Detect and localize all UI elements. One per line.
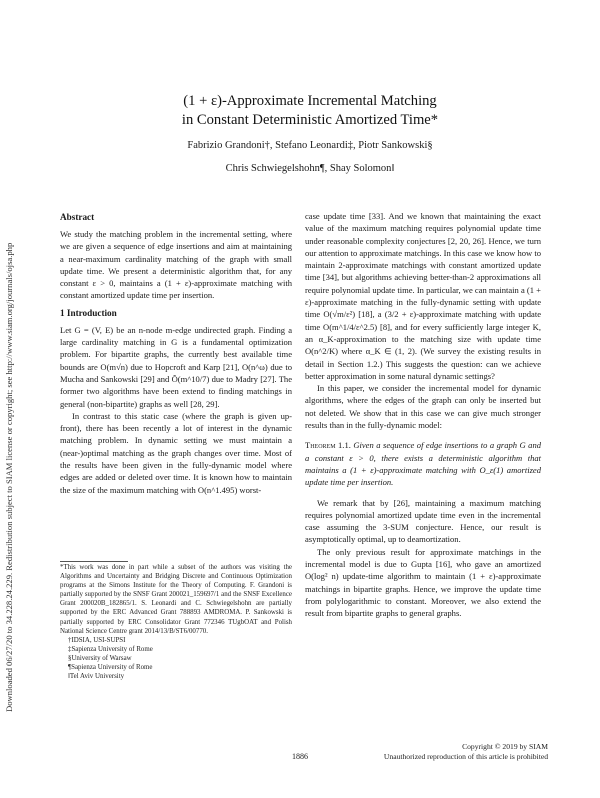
- abstract-text: We study the matching problem in the incremental setting, where we are given a sequence of edge insertions and aim at maintaining a near-maximum cardinality matching of the graph with small update time. We present a deterministic algorithm that, for any constant ε > 0, maintains a (1 + ε)-approximate matching with constant amortized update time per insertion.: [60, 229, 292, 301]
- right-column: [305, 210, 541, 620]
- footnotes: [60, 563, 292, 681]
- introduction-heading: 1 Introduction: [60, 307, 117, 318]
- theorem-1-1: [305, 439, 541, 488]
- copyright-line-2: Unauthorized reproduction of this article is prohibited: [383, 752, 548, 761]
- intro-paragraph-2: In contrast to this static case (where the graph is given up-front), there has been recently a lot of interest in the dynamic matching problem. In dynamic setting we must maintain a (near-)optimal matching as the graph changes over time. Most of the results have been given in the fully-dynamic model where edges are added or deleted over time. It is known how to maintain the size of the maximum matching with O(n^1.495) worst-: [60, 410, 292, 495]
- footnote-funding: *This work was done in part while a subset of the authors was visiting the Algorithms and Uncertainty and Bridging Discrete and Continuous Optimization programs at the Simons Institute for the Theory of Computing. F. Grandoni is partially supported by the SNSF Grant 200021_159697/1 and the SNSF Excellence Grant 200020B_182865/1. S. Leonardi and C. Schwiegelshohn are partially supported by the ERC Advanced Grant 788893 AMDROMA. P. Sankowski is partially supported by ERC Consolidator Grant 772346 TUgbOAT and Polish National Science Centre grant 2014/13/B/ST6/00770.: [60, 564, 292, 635]
- footnote-affiliation-4: ¶Sapienza University of Rome: [68, 664, 153, 672]
- page-number: 1886: [292, 752, 308, 761]
- title-line-1: (1 + ε)-Approximate Incremental Matching: [183, 93, 437, 109]
- intro-paragraph-1: Let G = (V, E) be an n-node m-edge undirected graph. Finding a large cardinality matching in G is a fundamental optimization problem. For bipartite graphs, the currently best available time bounds are O(m√n) due to Hopcroft and Karp [21], O(n^ω) due to Mucha and Sankowski [29] and Õ(m^10/7) due to Madry [27]. The former two algorithms have been extend to finding matchings in general (non-bipartite) graphs as well [28, 29].: [60, 324, 292, 409]
- right-paragraph-4: The only previous result for approximate matchings in the incremental model is due to Gupta [16], who gave an amortized O(log² n) update-time algorithm to maintain (1 + ε)-approximate matchings in bipartite graphs. Hence, we improve the update time from polylogarithmic to constant. Moreover, we also extend the result from bipartite graphs to general graphs.: [305, 546, 541, 619]
- right-paragraph-3: We remark that by [26], maintaining a maximum matching requires polynomial amortized update time even in the incremental case assuming the 3-SUM conjecture. Hence, our result is asymptotically optimal, up to deamortization.: [305, 497, 541, 545]
- paper-title: [110, 92, 510, 130]
- footnote-affiliation-2: ‡Sapienza University of Rome: [68, 645, 153, 653]
- footnote-affiliation-1: †IDSIA, USI-SUPSI: [68, 636, 126, 644]
- download-sidebar-notice: Downloaded 06/27/20 to 34.228.24.229. Redistribution subject to SIAM license or copyright; see http://www.siam.org/journals/ojsa.php: [4, 242, 14, 712]
- authors-line-2: Chris Schwiegelshohn¶, Shay Solomon‖: [225, 163, 395, 174]
- authors-line-1: Fabrizio Grandoni†, Stefano Leonardi‡, Piotr Sankowski§: [187, 140, 433, 151]
- footnote-affiliation-3: §University of Warsaw: [68, 654, 132, 662]
- theorem-label: Theorem 1.1.: [305, 440, 351, 451]
- copyright-notice: [360, 742, 548, 762]
- copyright-line-1: Copyright © 2019 by SIAM: [462, 742, 548, 751]
- footnote-affiliation-5: ‖Tel Aviv University: [68, 673, 125, 681]
- right-paragraph-2: In this paper, we consider the incremental model for dynamic algorithms, where the edges of the graph can only be inserted but not deleted. We show that in this case we can give much stronger results than in the fully-dynamic model:: [305, 383, 541, 431]
- right-paragraph-1: case update time [33]. And we known that maintaining the exact value of the maximum matching requires polynomial update time under reasonable complexity conjectures [2, 20, 26]. Hence, we turn our attention to approximate matchings. In this case we know how to maintain 2-approximate matchings with constant amortized update time [34], but algorithms achieving better-than-2 approximations all require polynomial update time. In particular, we can maintain a (1 + ε)-approximate matching in the fully-dynamic setting with update time O(√m/ε²) [18], a (3/2 + ε)-approximate matching with update time O(m^1/4/ε^2.5) [8], and for every sufficiently large integer K, an α_K-approximation to the matching size with update time O(n^2/K) where α_K ∈ (1, 2). (We survey the existing results in detail in Section 1.2.) This suggests the question: can we achieve better approximation in some natural dynamic settings?: [305, 211, 541, 381]
- title-line-2: in Constant Deterministic Amortized Time*: [181, 112, 439, 128]
- footnote-rule: [60, 561, 128, 562]
- abstract-heading: Abstract: [60, 212, 95, 222]
- theorem-statement: Given a sequence of edge insertions to a graph G and a constant ε > 0, there exists a deterministic algorithm that maintains a (1 + ε)-approximate matching with O_ε(1) amortized update time per insertion.: [305, 440, 541, 488]
- left-column: [60, 210, 292, 496]
